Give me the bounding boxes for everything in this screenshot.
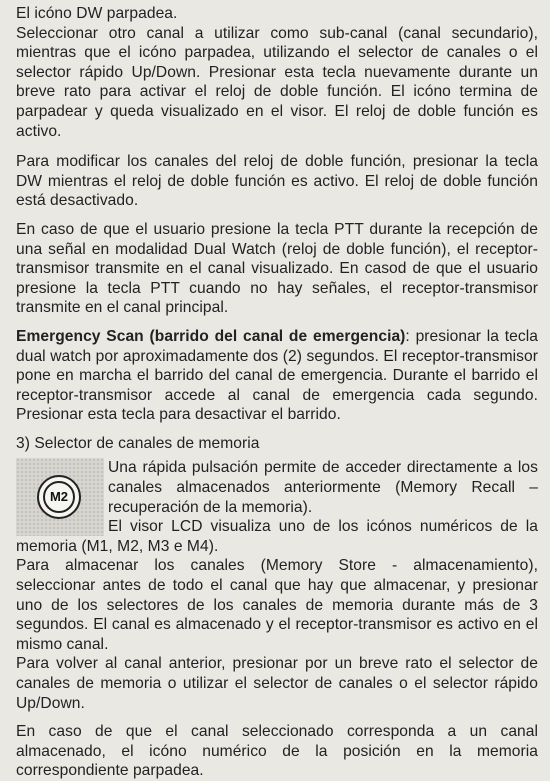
- paragraph-select-subchannel: Seleccionar otro canal a utilizar como sub-canal (canal secundario), mientras que el icóno parpadea, utilizando el selector de canales o el selector rápido Up/Down. Presionar esta tecla nuevamente durante un breve rato para activar el reloj de doble función. El icóno termina de parpadear y queda visualizado en el visor. El reloj de doble función es activo.: [16, 24, 538, 140]
- m2-button-illustration: [16, 458, 104, 536]
- section-heading-memory-selector: 3) Selector de canales de memoria: [16, 434, 260, 452]
- m2-button-label: M2: [43, 481, 75, 513]
- paragraph-memory-recall: Una rápida pulsación permite de acceder directamente a los canales almacenados anteriormente (Memory Recall – recuperación de la memoria).: [108, 459, 538, 516]
- paragraph-lcd-icons: El visor LCD visualiza uno de los icónos numéricos de la memoria (M1, M2, M3 e M4).: [16, 518, 538, 555]
- paragraph-dw-blinks: El icóno DW parpadea.: [16, 5, 178, 22]
- paragraph-memory-store: Para almacenar los canales (Memory Store - almacenamiento), seleccionar antes de todo el canal que hay que almacenar, y presionar uno de los selectores de los canales de memoria durante más de 3 segundos. El canal es almacenado y el receptor-transmisor es activo en el mismo canal.: [16, 557, 538, 653]
- emergency-scan-text: : presionar la tecla dual watch por aproximadamente dos (2) segundos. El receptor-transmisor pone en marcha el barrido del canal de emergencia. Durante el barrido el receptor-transmisor accede al canal de emergencia cada segundo. Presionar esta tecla para desactivar el barrido.: [16, 327, 538, 424]
- paragraph-stored-channel-blink: En caso de que el canal seleccionado corresponda a un canal almacenado, el icóno numérico de la posición en la memoria correspondiente parpadea.: [16, 723, 538, 780]
- m2-button-icon: [37, 475, 81, 519]
- paragraph-emergency-scan: [16, 327, 538, 425]
- emergency-scan-title: Emergency Scan (barrido del canal de emergencia): [16, 327, 406, 345]
- paragraph-modify-channels: Para modificar los canales del reloj de doble función, presionar la tecla DW mientras el reloj de doble función es activo. El reloj de doble función está desactivado.: [16, 153, 538, 210]
- paragraph-ptt-dual-watch: En caso de que el usuario presione la tecla PTT durante la recepción de una señal en modalidad Dual Watch (reloj de doble función), el receptor-transmisor transmite en el canal visualizado. En casod de que el usuario presione la tecla PTT cuando no hay señales, el receptor-transmisor transmite en el canal principal.: [16, 220, 538, 317]
- memory-recall-block: [16, 458, 538, 556]
- paragraph-previous-channel: Para volver al canal anterior, presionar por un breve rato el selector de canales de memoria o utilizar el selector de canales o el selector rápido Up/Down.: [16, 655, 538, 712]
